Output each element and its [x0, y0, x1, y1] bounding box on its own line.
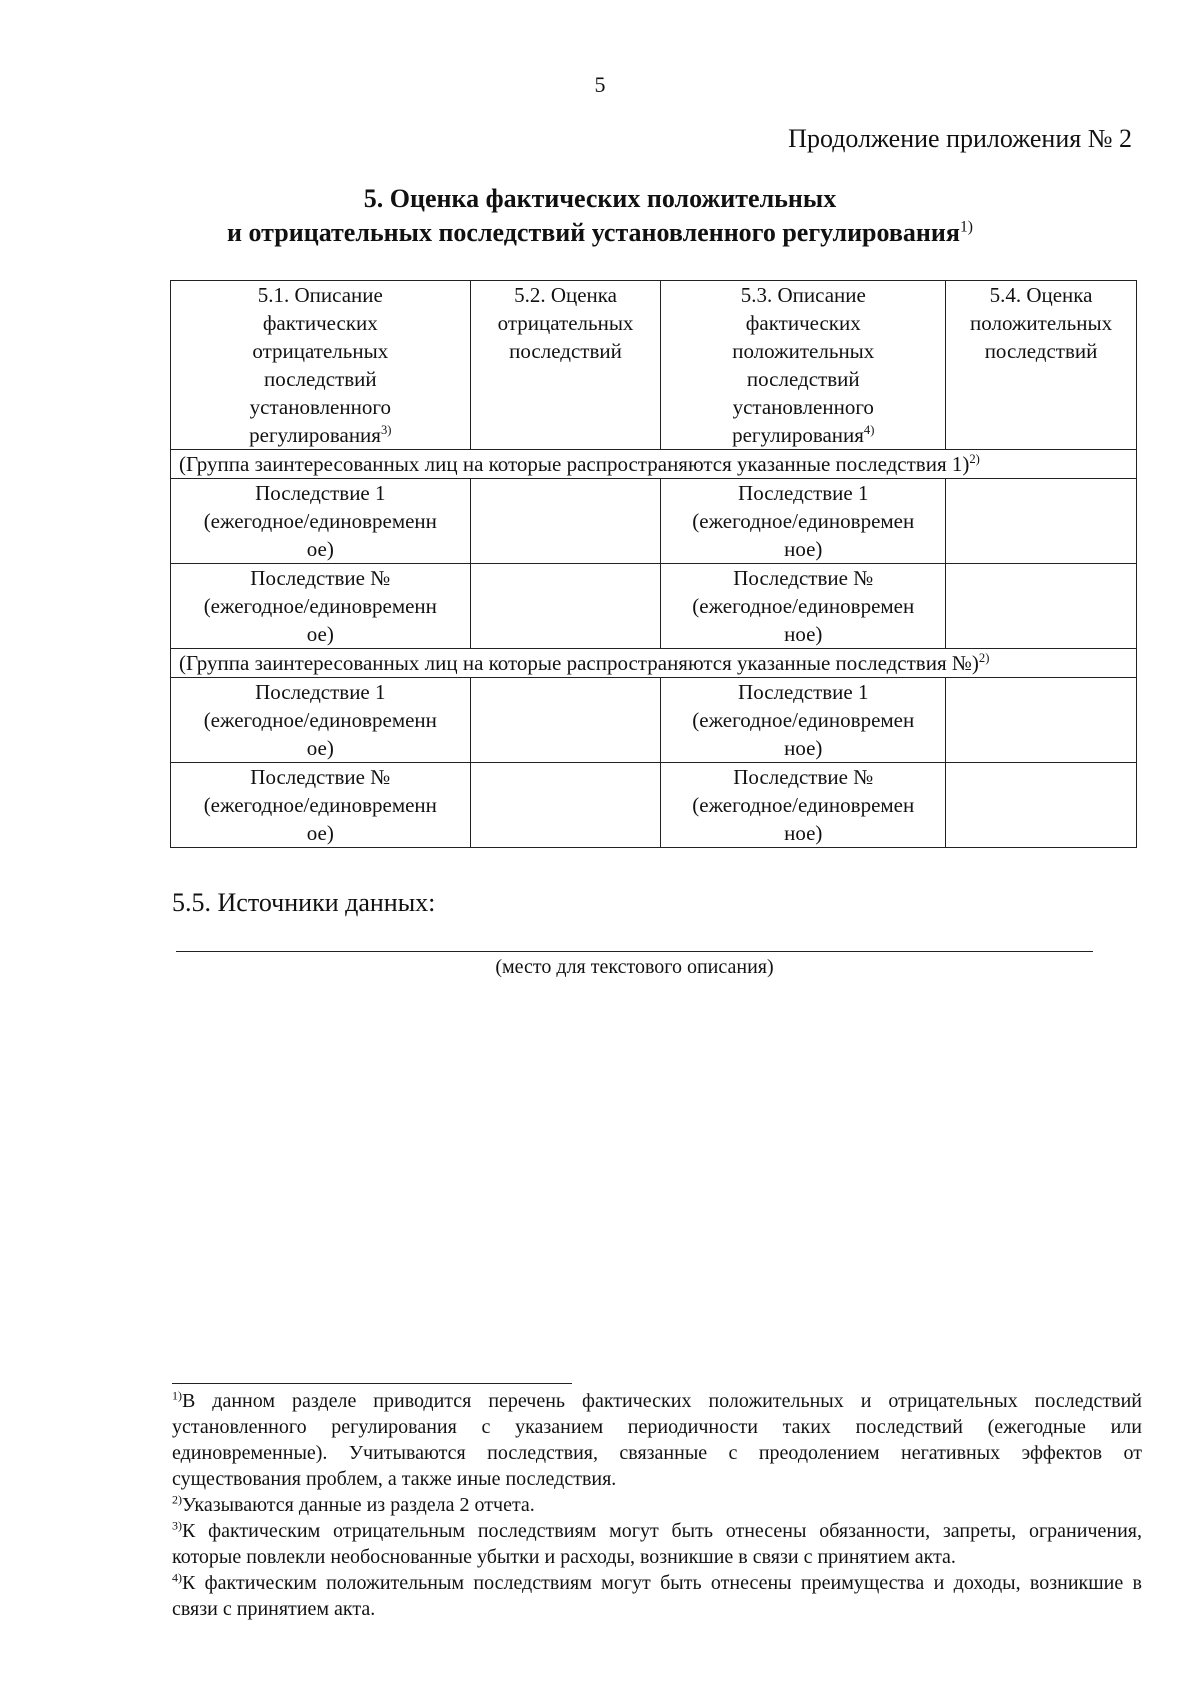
table-row: [171, 763, 1137, 848]
column-header-2: [470, 281, 661, 450]
negative-consequence-cell: [171, 564, 471, 649]
column-header-1-line: установленного: [249, 395, 391, 419]
sources-label: 5.5. Источники данных:: [172, 888, 436, 917]
positive-assessment-cell[interactable]: [946, 564, 1137, 649]
column-header-3: [661, 281, 946, 450]
negative-assessment-cell[interactable]: [470, 763, 661, 848]
negative-consequence-cell-line: (ежегодное/единовременн: [203, 509, 437, 533]
negative-consequence-cell-line: Последствие №: [250, 765, 391, 789]
column-header-1-line: последствий: [263, 367, 377, 391]
negative-consequence-cell: [171, 678, 471, 763]
negative-consequence-cell-line: ое): [306, 537, 334, 561]
negative-assessment-cell[interactable]: [470, 678, 661, 763]
column-header-1: [171, 281, 471, 450]
stakeholder-group-label: [171, 450, 1137, 479]
footnote-mark: 3): [172, 1518, 182, 1533]
negative-consequence-cell-line: ое): [306, 821, 334, 845]
footnote-ref: 2): [969, 452, 980, 466]
positive-assessment-cell[interactable]: [946, 479, 1137, 564]
positive-consequence-cell: [661, 564, 946, 649]
stakeholder-group-row: [171, 649, 1137, 678]
negative-consequence-cell-line: ое): [306, 622, 334, 646]
consequences-table: [170, 280, 1137, 848]
footnote-mark: 4): [172, 1570, 182, 1585]
appendix-continuation-note: Продолжение приложения № 2: [788, 124, 1132, 153]
footnote-2: [172, 1492, 1142, 1518]
positive-consequence-cell-line: Последствие 1: [738, 680, 869, 704]
positive-assessment-cell[interactable]: [946, 763, 1137, 848]
positive-consequence-cell-line: Последствие 1: [738, 481, 869, 505]
section-title-line2: [150, 216, 1050, 250]
negative-consequence-cell-line: (ежегодное/единовременн: [203, 594, 437, 618]
section-title-line1: 5. Оценка фактических положительных: [363, 184, 837, 213]
footnote-4: [172, 1570, 1142, 1622]
column-header-4-line: положительных: [970, 311, 1113, 335]
sources-text-line[interactable]: [176, 951, 1093, 952]
footnote-text: Указываются данные из раздела 2 отчета.: [182, 1494, 535, 1516]
column-header-4-line: 5.4. Оценка: [989, 283, 1093, 307]
footnote-text: В данном разделе приводится перечень фактических положительных и отрицательных последствий установленного регулирования с указанием периодичности таких последствий (ежегодные или единовременные). Учитываются последствия, связанные с преодолением негативных эффектов от существования проблем, а также иные последствия.: [172, 1390, 1142, 1490]
column-header-3-line: установленного: [732, 395, 874, 419]
footnote-mark: 1): [172, 1388, 182, 1403]
positive-consequence-cell-line: (ежегодное/единовремен: [692, 509, 915, 533]
column-header-3-line: регулирования$^{4)}$: [732, 423, 875, 447]
footnote-3: [172, 1518, 1142, 1570]
section-title-line2-text: и отрицательных последствий установленного регулирования: [227, 218, 960, 247]
footnote-ref: 4): [863, 423, 875, 437]
column-header-2-line: последствий: [509, 339, 622, 363]
stakeholder-group-row: [171, 450, 1137, 479]
negative-consequence-cell-line: Последствие 1: [255, 481, 386, 505]
negative-assessment-cell[interactable]: [470, 479, 661, 564]
negative-consequence-cell: [171, 763, 471, 848]
positive-consequence-cell-line: ное): [784, 622, 823, 646]
negative-consequence-cell-line: (ежегодное/единовременн: [203, 708, 437, 732]
column-header-2-line: 5.2. Оценка: [514, 283, 617, 307]
positive-consequence-cell-line: Последствие №: [733, 566, 874, 590]
positive-consequence-cell-line: ное): [784, 821, 823, 845]
column-header-3-line: последствий: [746, 367, 860, 391]
stakeholder-group-text: (Группа заинтересованных лиц на которые распространяются указанные последствия №): [179, 651, 979, 675]
page-number: 5: [594, 72, 606, 97]
positive-consequence-cell-line: Последствие №: [733, 765, 874, 789]
footnote-separator: [172, 1383, 572, 1384]
footnote-ref: 3): [380, 423, 392, 437]
table-row: [171, 479, 1137, 564]
column-header-3-line: положительных: [732, 339, 875, 363]
positive-consequence-cell-line: (ежегодное/единовремен: [692, 594, 915, 618]
sources-caption: (место для текстового описания): [495, 956, 774, 978]
negative-assessment-cell[interactable]: [470, 564, 661, 649]
section-title: [150, 182, 1050, 250]
column-header-1-line: 5.1. Описание: [257, 283, 383, 307]
footnotes: [172, 1388, 1142, 1622]
footnote-ref: 2): [978, 651, 990, 665]
positive-consequence-cell: [661, 479, 946, 564]
column-header-1-line: фактических: [262, 311, 378, 335]
stakeholder-group-label: [171, 649, 1137, 678]
positive-assessment-cell[interactable]: [946, 678, 1137, 763]
positive-consequence-cell-line: (ежегодное/единовремен: [692, 708, 915, 732]
positive-consequence-cell-line: (ежегодное/единовремен: [692, 793, 915, 817]
positive-consequence-cell: [661, 678, 946, 763]
negative-consequence-cell-line: Последствие №: [250, 566, 391, 590]
negative-consequence-cell: [171, 479, 471, 564]
column-header-2-line: отрицательных: [497, 311, 634, 335]
table-row: [171, 678, 1137, 763]
positive-consequence-cell-line: ное): [784, 736, 823, 760]
footnote-ref: 1): [959, 218, 973, 236]
column-header-1-line: регулирования$^{3)}$: [249, 423, 392, 447]
positive-consequence-cell: [661, 763, 946, 848]
column-header-4-line: последствий: [984, 339, 1098, 363]
table-header-row: [171, 281, 1137, 450]
footnote-mark: 2): [172, 1492, 182, 1507]
stakeholder-group-text: (Группа заинтересованных лиц на которые распространяются указанные последствия 1): [179, 452, 970, 476]
footnote-text: К фактическим отрицательным последствиям могут быть отнесены обязанности, запреты, ограничения, которые повлекли необоснованные убытки и расходы, возникшие в связи с принятием акта.: [172, 1520, 1142, 1568]
negative-consequence-cell-line: ое): [306, 736, 334, 760]
footnote-text: К фактическим положительным последствиям могут быть отнесены преимущества и доходы, возникшие в связи с принятием акта.: [172, 1572, 1142, 1620]
table-row: [171, 564, 1137, 649]
column-header-3-line: 5.3. Описание: [740, 283, 866, 307]
negative-consequence-cell-line: (ежегодное/единовременн: [203, 793, 437, 817]
column-header-4: [946, 281, 1137, 450]
footnote-1: [172, 1388, 1142, 1492]
positive-consequence-cell-line: ное): [784, 537, 823, 561]
negative-consequence-cell-line: Последствие 1: [255, 680, 386, 704]
column-header-1-line: отрицательных: [252, 339, 389, 363]
column-header-3-line: фактических: [745, 311, 861, 335]
